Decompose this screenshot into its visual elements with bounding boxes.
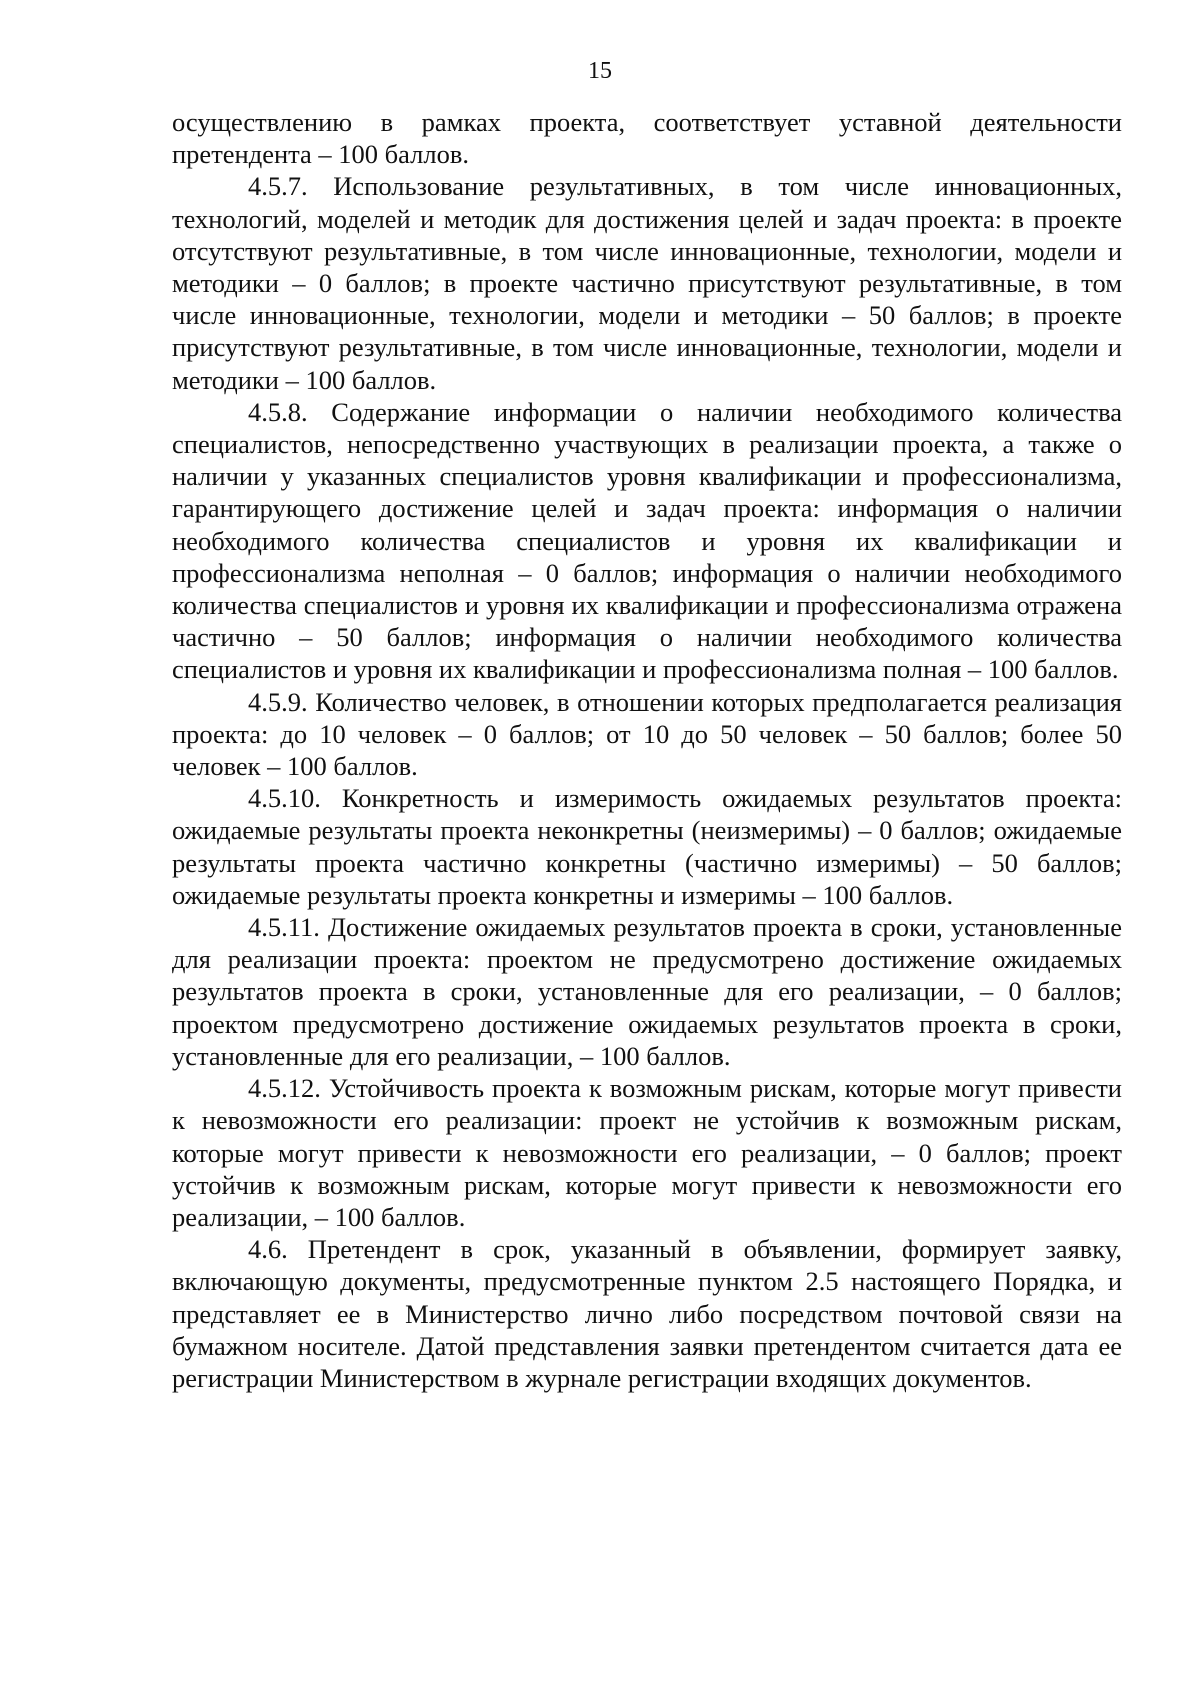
paragraph-continuation: осуществлению в рамках проекта, соответствует уставной деятельности претендента – 100 баллов. [172,107,1122,170]
paragraph-4-5-12: 4.5.12. Устойчивость проекта к возможным рискам, которые могут привести к невозможности его реализации: проект не устойчив к возможным рискам, которые могут привести к невозможности его реализации, – 0 баллов; проект устойчив к возможным рискам, которые могут привести к невозможности его реализации, – 100 баллов. [172,1073,1122,1232]
paragraph-4-5-9: 4.5.9. Количество человек, в отношении которых предполагается реализация проекта: до 10 человек – 0 баллов; от 10 до 50 человек – 50 баллов; более 50 человек – 100 баллов. [172,686,1122,782]
page-number: 15 [588,58,612,84]
paragraph-4-6: 4.6. Претендент в срок, указанный в объявлении, формирует заявку, включающую документы, предусмотренные пунктом 2.5 настоящего Порядка, и представляет ее в Министерство лично либо посредством почтовой связи на бумажном носителе. Датой представления заявки претендентом считается дата ее регистрации Министерством в журнале регистрации входящих документов. [172,1234,1122,1393]
paragraph-4-5-11: 4.5.11. Достижение ожидаемых результатов проекта в сроки, установленные для реализации проекта: проектом не предусмотрено достижение ожидаемых результатов проекта в сроки, установленные для его реализации, – 0 баллов; проектом предусмотрено достижение ожидаемых результатов проекта в сроки, установленные для его реализации, – 100 баллов. [172,912,1122,1071]
paragraph-4-5-7: 4.5.7. Использование результативных, в том числе инновационных, технологий, моделей и методик для достижения целей и задач проекта: в проекте отсутствуют результативные, в том числе инновационные, технологии, модели и методики – 0 баллов; в проекте частично присутствуют результативные, в том числе инновационные, технологии, модели и методики – 50 баллов; в проекте присутствуют результативные, в том числе инновационные, технологии, модели и методики – 100 баллов. [172,171,1122,395]
paragraph-4-5-8: 4.5.8. Содержание информации о наличии необходимого количества специалистов, непосредственно участвующих в реализации проекта, а также о наличии у указанных специалистов уровня квалификации и профессионализма, гарантирующего достижение целей и задач проекта: информация о наличии необходимого количества специалистов и уровня их квалификации и профессионализма неполная – 0 баллов; информация о наличии необходимого количества специалистов и уровня их квалификации и профессионализма отражена частично – 50 баллов; информация о наличии необходимого количества специалистов и уровня их квалификации и профессионализма полная – 100 баллов. [172,396,1122,685]
document-body [172,106,1122,1394]
paragraph-4-5-10: 4.5.10. Конкретность и измеримость ожидаемых результатов проекта: ожидаемые результаты проекта неконкретны (неизмеримы) – 0 баллов; ожидаемые результаты проекта частично конкретны (частично измеримы) – 50 баллов; ожидаемые результаты проекта конкретны и измеримы – 100 баллов. [172,783,1122,910]
